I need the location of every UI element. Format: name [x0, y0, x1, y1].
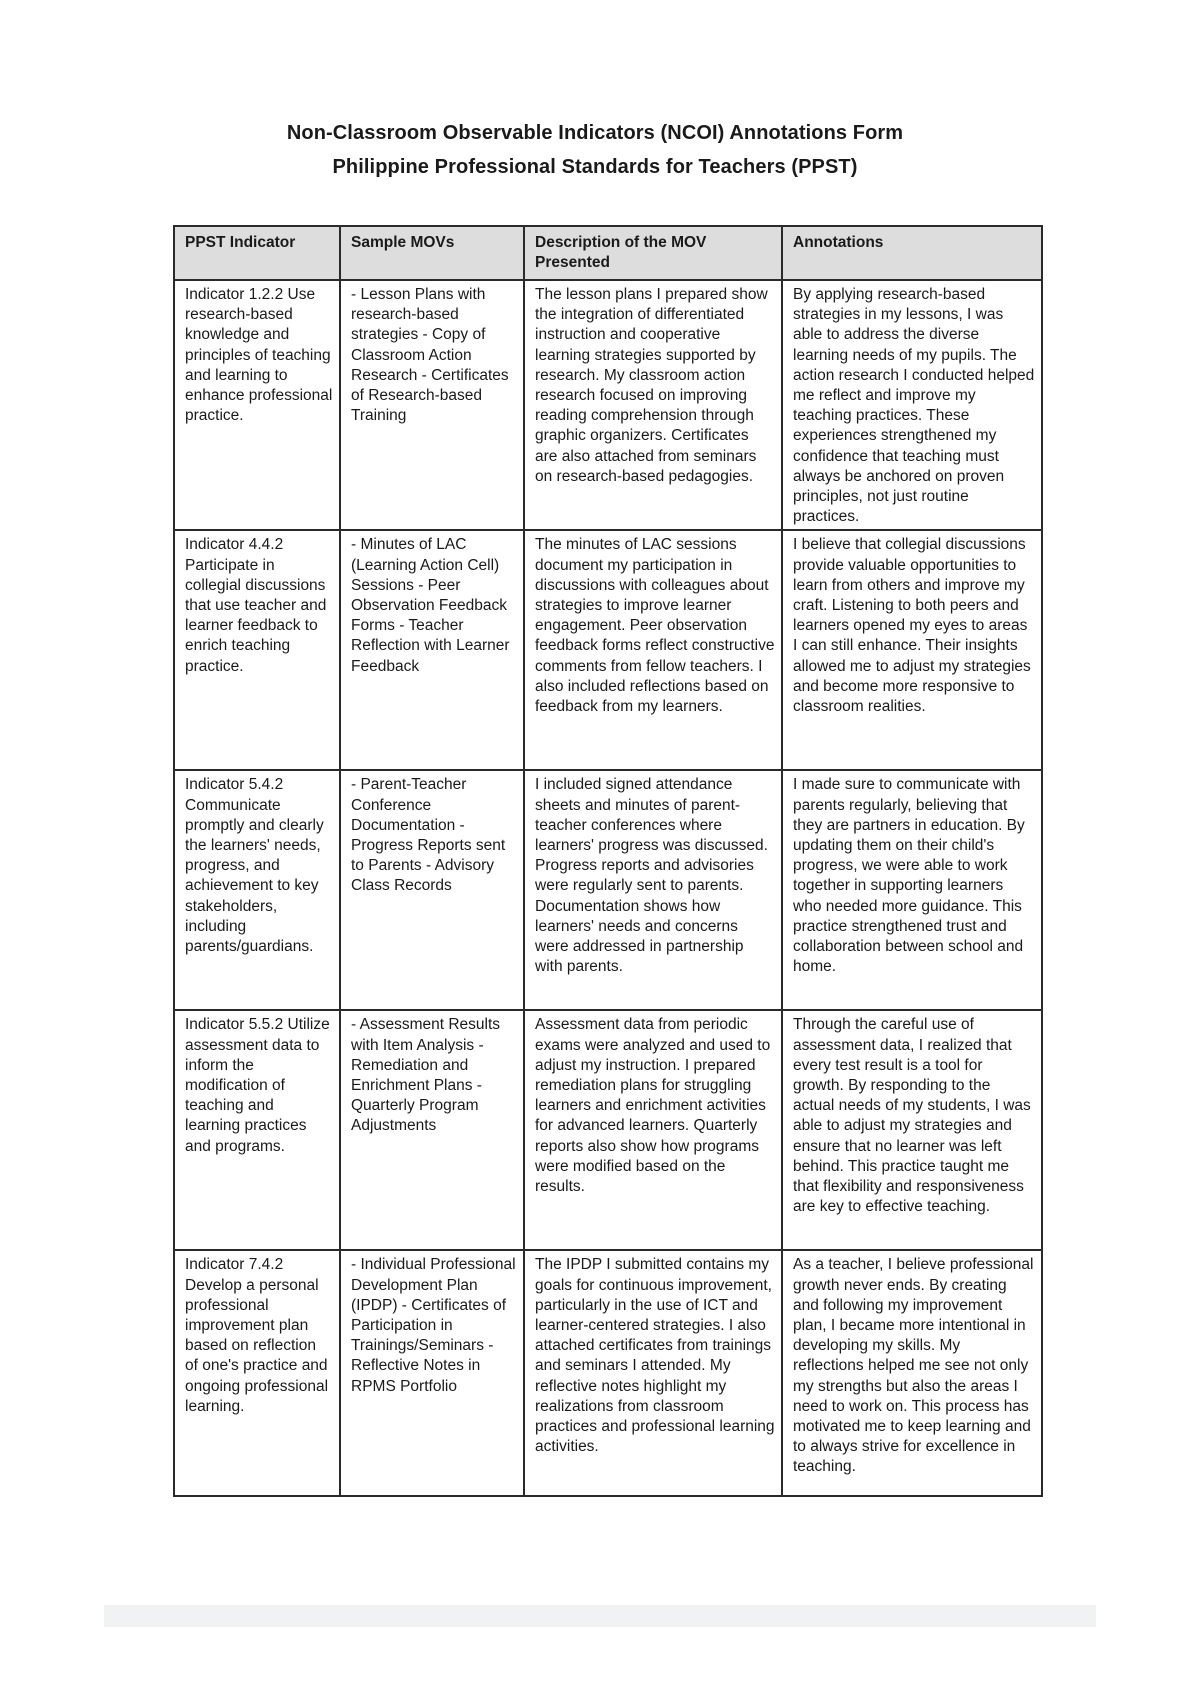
- header-sample-movs: Sample MOVs: [340, 226, 524, 280]
- cell-description: Assessment data from periodic exams were analyzed and used to adjust my instruction. I prepared remediation plans for struggling learners and enrichment activities for advanced learners. Quarterly reports also show how programs were modified based on the results.: [524, 1010, 782, 1250]
- header-annotations: Annotations: [782, 226, 1042, 280]
- cell-movs: - Lesson Plans with research-based strategies - Copy of Classroom Action Research - Certificates of Research-based Training: [340, 280, 524, 530]
- cell-annotation: I believe that collegial discussions provide valuable opportunities to learn from others and improve my craft. Listening to both peers and learners opened my eyes to areas I can still enhance. Their insights allowed me to adjust my strategies and become more responsive to classroom realities.: [782, 530, 1042, 770]
- table-row: [174, 280, 1042, 530]
- cell-movs: - Individual Professional Development Plan (IPDP) - Certificates of Participation in Trainings/Seminars - Reflective Notes in RPMS Portfolio: [340, 1250, 524, 1496]
- cell-description: The IPDP I submitted contains my goals for continuous improvement, particularly in the use of ICT and learner-centered strategies. I also attached certificates from trainings and seminars I attended. My reflective notes highlight my realizations from classroom practices and professional learning activities.: [524, 1250, 782, 1496]
- cell-movs: - Minutes of LAC (Learning Action Cell) Sessions - Peer Observation Feedback Forms - Teacher Reflection with Learner Feedback: [340, 530, 524, 770]
- cell-indicator: Indicator 4.4.2 Participate in collegial discussions that use teacher and learner feedback to enrich teaching practice.: [174, 530, 340, 770]
- cell-description: The lesson plans I prepared show the integration of differentiated instruction and cooperative learning strategies supported by research. My classroom action research focused on improving reading comprehension through graphic organizers. Certificates are also attached from seminars on research-based pedagogies.: [524, 280, 782, 530]
- table-row: [174, 770, 1042, 1010]
- ncoi-table: [173, 225, 1043, 1497]
- page-footer-bar: [104, 1605, 1096, 1627]
- cell-annotation: Through the careful use of assessment data, I realized that every test result is a tool for growth. By responding to the actual needs of my students, I was able to adjust my strategies and ensure that no learner was left behind. This practice taught me that flexibility and responsiveness are key to effective teaching.: [782, 1010, 1042, 1250]
- table-row: [174, 530, 1042, 770]
- cell-indicator: Indicator 5.5.2 Utilize assessment data to inform the modification of teaching and learning practices and programs.: [174, 1010, 340, 1250]
- cell-movs: - Parent-Teacher Conference Documentation - Progress Reports sent to Parents - Advisory Class Records: [340, 770, 524, 1010]
- cell-description: The minutes of LAC sessions document my participation in discussions with colleagues about strategies to improve learner engagement. Peer observation feedback forms reflect constructive comments from fellow teachers. I also included reflections based on feedback from my learners.: [524, 530, 782, 770]
- cell-indicator: Indicator 1.2.2 Use research-based knowledge and principles of teaching and learning to enhance professional practice.: [174, 280, 340, 530]
- header-ppst-indicator: PPST Indicator: [174, 226, 340, 280]
- table-row: [174, 1010, 1042, 1250]
- cell-indicator: Indicator 7.4.2 Develop a personal professional improvement plan based on reflection of one's practice and ongoing professional learning.: [174, 1250, 340, 1496]
- cell-annotation: By applying research-based strategies in my lessons, I was able to address the diverse learning needs of my pupils. The action research I conducted helped me reflect and improve my teaching practices. These experiences strengthened my confidence that teaching must always be anchored on proven principles, not just routine practices.: [782, 280, 1042, 530]
- ncoi-table-wrapper: [173, 225, 1041, 1497]
- cell-description: I included signed attendance sheets and minutes of parent-teacher conferences where learners' progress was discussed. Progress reports and advisories were regularly sent to parents. Documentation shows how learners' needs and concerns were addressed in partnership with parents.: [524, 770, 782, 1010]
- form-title-line-2: Philippine Professional Standards for Teachers (PPST): [332, 156, 858, 178]
- table-header-row: [174, 226, 1042, 280]
- form-title: [0, 116, 1200, 184]
- cell-annotation: As a teacher, I believe professional growth never ends. By creating and following my improvement plan, I became more intentional in developing my skills. My reflections helped me see not only my strengths but also the areas I need to work on. This process has motivated me to keep learning and to always strive for excellence in teaching.: [782, 1250, 1042, 1496]
- cell-movs: - Assessment Results with Item Analysis - Remediation and Enrichment Plans - Quarterly Program Adjustments: [340, 1010, 524, 1250]
- table-row: [174, 1250, 1042, 1496]
- header-mov-description: Description of the MOV Presented: [524, 226, 782, 280]
- cell-indicator: Indicator 5.4.2 Communicate promptly and clearly the learners' needs, progress, and achievement to key stakeholders, including parents/guardians.: [174, 770, 340, 1010]
- form-title-line-1: Non-Classroom Observable Indicators (NCOI) Annotations Form: [286, 122, 904, 144]
- cell-annotation: I made sure to communicate with parents regularly, believing that they are partners in education. By updating them on their child's progress, we were able to work together in supporting learners who needed more guidance. This practice strengthened trust and collaboration between school and home.: [782, 770, 1042, 1010]
